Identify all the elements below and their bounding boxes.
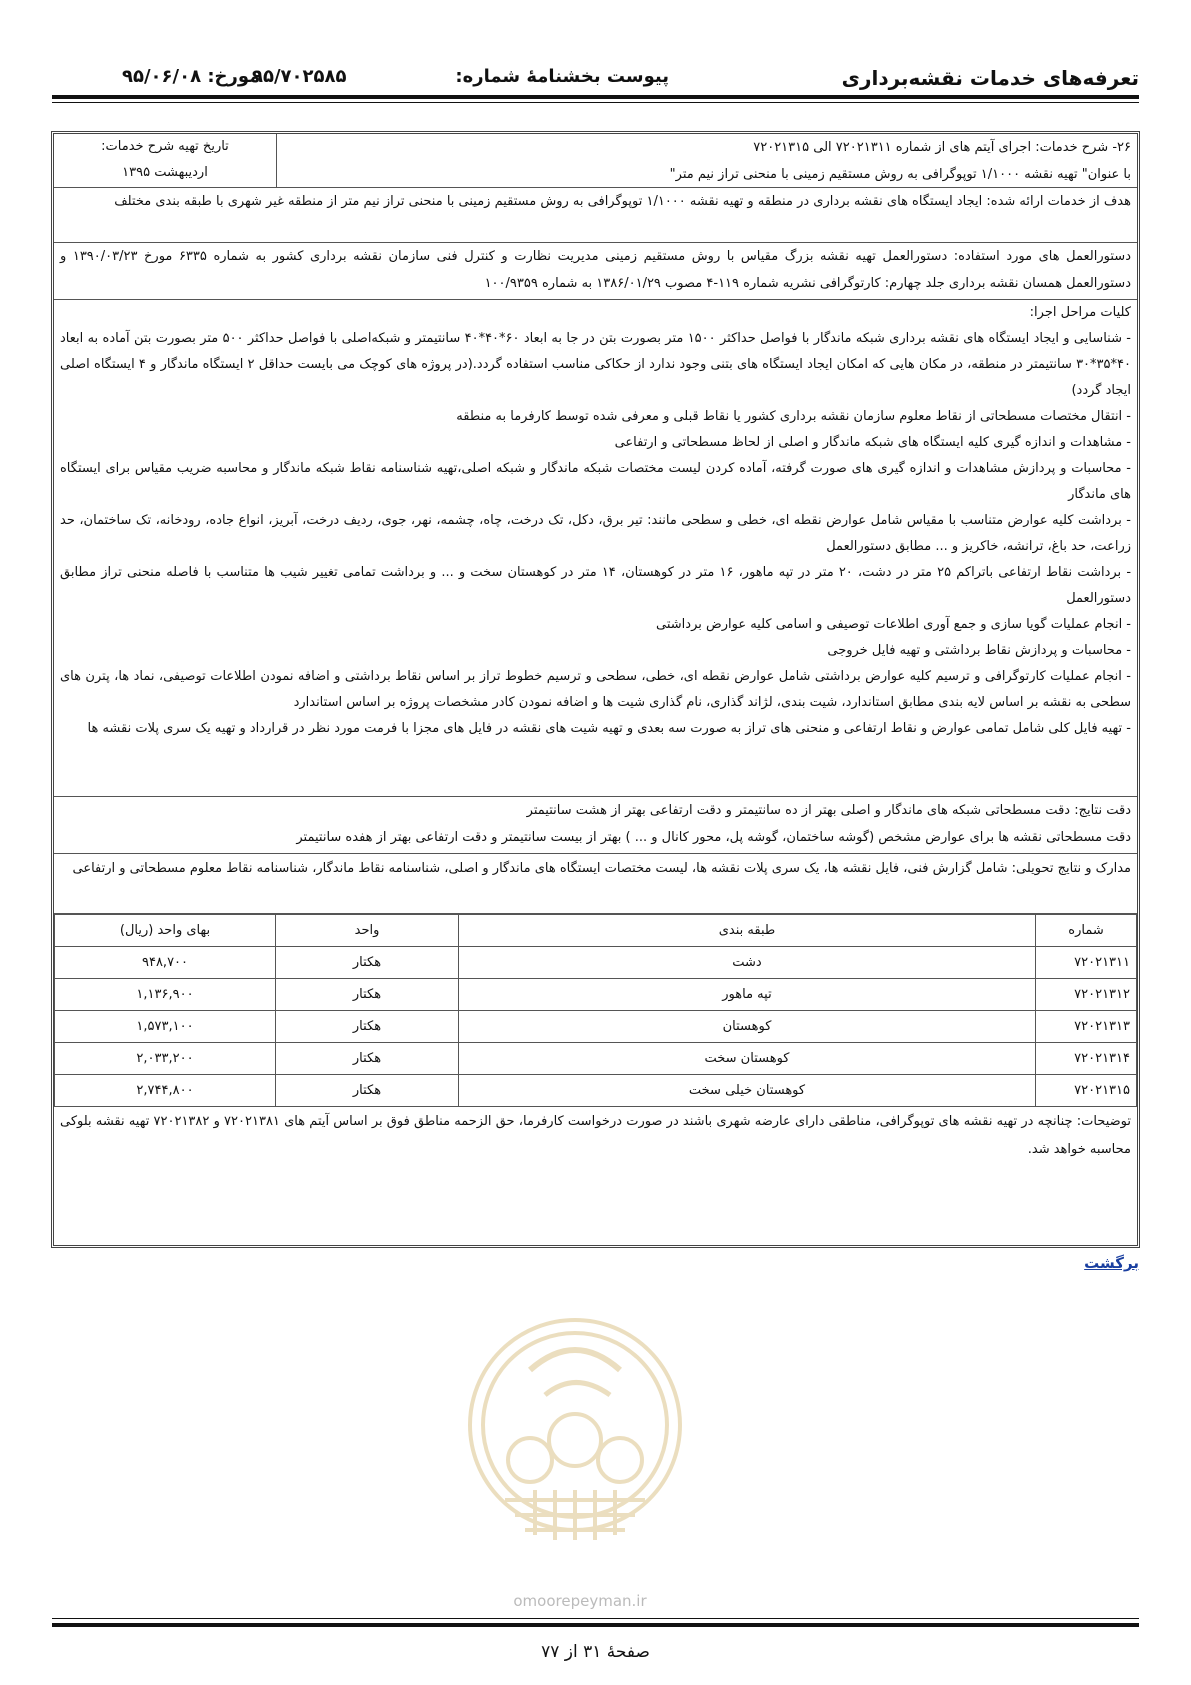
goal-row: [54, 188, 1137, 243]
col-header-unit: واحد: [276, 915, 459, 947]
notes-row: [54, 1106, 1137, 1245]
step-item: - مشاهدات و اندازه گیری کلیه ایستگاه های شبکه ماندگار و اصلی از لحاظ مسطحاتی و ارتفاعی: [614, 435, 1131, 450]
item-classification: کوهستان: [459, 1011, 1036, 1043]
item-classification: تپه ماهور: [459, 979, 1036, 1011]
step-item: - محاسبات و پردازش مشاهدات و اندازه گیری های صورت گرفته، آماده کردن لیست مختصات شبکه ماندگار و شبکه اصلی،تهیه شناسنامه نقاط شبکه ماندگار و محاسبه ضریب مقیاس برای ایستگاه های ماندگار: [60, 461, 1131, 502]
item-unit: هکتار: [276, 1011, 459, 1043]
table-row: [55, 947, 1137, 979]
website-watermark: omoorepeyman.ir: [513, 1592, 647, 1610]
accuracy-line: دقت مسطحاتی نقشه ها برای عوارض مشخص (گوشه ساختمان، گوشه پل، محور کانال و ... ) بهتر از بیست سانتیمتر و دقت ارتفاعی بهتر از هفده سانتیمتر: [296, 830, 1131, 845]
item-unit: هکتار: [276, 1075, 459, 1107]
item-price: ۹۴۸,۷۰۰: [55, 947, 276, 979]
step-item: - انجام عملیات کارتوگرافی و ترسیم کلیه عوارض برداشتی شامل عوارض نقطه ای، خطی، سطحی و ترسیم خطوط تراز بر اساس نقاط برداشتی و اضافه نمودن اطلاعات توصیفی، نماد ها، پترن های سطحی به نقشه بر اساس لایه بندی مطابق استاندارد، شیت بندی، لژاند گذاری، نام گذاری شیت ها و اضافه نمودن کادر مشخصات پروژه بر اساس استاندارد: [60, 669, 1131, 710]
document-title: تعرفه‌های خدمات نقشه‌برداری: [841, 66, 1139, 90]
step-item: - شناسایی و ایجاد ایستگاه های نقشه برداری شبکه ماندگار با فواصل حداکثر ۱۵۰۰ متر بصورت بتن در جا به ابعاد ۶۰*۴۰*۴۰ سانتیمتر و شبکه‌اصلی با فواصل حداکثر ۵۰۰ متر بصورت بتن آماده به ابعاد ۴۰*۳۵*۳۰ سانتیمتر در منطقه، در مکان هایی که امکان ایجاد ایستگاه های بتنی وجود ندارد از حکاکی مناسب استفاده گردد.(در پروژه های کوچک می بایست حداقل ۲ ایستگاه ماندگار و ۴ ایستگاه اصلی ایجاد گردد): [60, 331, 1132, 398]
step-item: - محاسبات و پردازش نقاط برداشتی و تهیه فایل خروجی: [827, 643, 1131, 658]
item-number: ۷۲۰۲۱۳۱۵: [1036, 1075, 1137, 1107]
circular-ref-label: پیوست بخشنامهٔ شماره:: [455, 66, 669, 87]
item-number: ۷۲۰۲۱۳۱۴: [1036, 1043, 1137, 1075]
service-title-cell: [276, 134, 1137, 187]
page-number: صفحهٔ ۳۱ از ۷۷: [541, 1642, 650, 1662]
steps-row: [54, 300, 1137, 797]
tariff-header-row: [55, 915, 1137, 947]
service-title-line2: با عنوان" تهیه نقشه ۱/۱۰۰۰ توپوگرافی به روش مستقیم زمینی با منحنی تراز نیم متر": [669, 167, 1131, 182]
deliverables-row: [54, 854, 1137, 914]
item-classification: کوهستان سخت: [459, 1043, 1036, 1075]
footer-rule-thick: [52, 1623, 1139, 1627]
service-title-row: [54, 134, 1137, 188]
item-price: ۱,۵۷۳,۱۰۰: [55, 1011, 276, 1043]
header-rule-thick: [52, 95, 1139, 99]
service-title-line1: ۲۶- شرح خدمات: اجرای آیتم های از شماره ۷۲۰۲۱۳۱۱ الی ۷۲۰۲۱۳۱۵: [753, 140, 1131, 155]
header-rule-thin: [52, 102, 1139, 103]
notes-text: توضیحات: چنانچه در تهیه نقشه های توپوگرافی، مناطقی دارای عارضه شهری باشند در صورت درخواست کارفرما، حق الزحمه مناطق فوق بر اساس آیتم های ۷۲۰۲۱۳۸۱ و ۷۲۰۲۱۳۸۲ تهیه نقشه بلوکی محاسبه خواهد شد.: [60, 1114, 1131, 1157]
item-number: ۷۲۰۲۱۳۱۳: [1036, 1011, 1137, 1043]
step-item: - برداشت کلیه عوارض متناسب با مقیاس شامل عوارض نقطه ای، خطی و سطحی مانند: تیر برق، دکل، تک درخت، چاه، چشمه، نهر، جوی، ردیف درخت، آبریز، انواع جاده، رودخانه، تک ساختمان، حد زراعت، حد باغ، ترانشه، خاکریز و ... مطابق دستورالعمل: [60, 513, 1131, 554]
service-description-table: [51, 131, 1140, 1248]
item-number: ۷۲۰۲۱۳۱۱: [1036, 947, 1137, 979]
item-unit: هکتار: [276, 947, 459, 979]
col-header-price: بهای واحد (ریال): [55, 915, 276, 947]
goal-text: هدف از خدمات ارائه شده: ایجاد ایستگاه های نقشه برداری در منطقه و تهیه نقشه ۱/۱۰۰۰ توپوگرافی به روش مستقیم زمینی با منحنی تراز نیم متر از منطقه غیر شهری با طبقه بندی مختلف: [114, 194, 1131, 209]
instructions-row: [54, 243, 1137, 300]
tariff-table: [54, 914, 1137, 1107]
table-row: [55, 1075, 1137, 1107]
item-number: ۷۲۰۲۱۳۱۲: [1036, 979, 1137, 1011]
col-header-number: شماره: [1036, 915, 1137, 947]
service-date-cell: [54, 134, 277, 187]
accuracy-line: دقت نتایج: دقت مسطحاتی شبکه های ماندگار و اصلی بهتر از ده سانتیمتر و دقت ارتفاعی بهتر از هشت سانتیمتر: [526, 803, 1131, 818]
step-item: - تهیه فایل کلی شامل تمامی عوارض و نقاط ارتفاعی و منحنی های تراز به صورت سه بعدی و تهیه شیت های نقشه در فایل های مجزا با فرمت مورد نظر در قرارداد و تهیه یک سری پلات نقشه ها: [87, 721, 1131, 736]
step-item: - انجام عملیات گویا سازی و جمع آوری اطلاعات توصیفی و اسامی کلیه عوارض برداشتی: [656, 617, 1131, 632]
steps-heading: کلیات مراحل اجرا:: [1029, 305, 1131, 320]
service-date-value: اردیبهشت ۱۳۹۵: [122, 165, 208, 180]
item-price: ۱,۱۳۶,۹۰۰: [55, 979, 276, 1011]
item-price: ۲,۷۴۴,۸۰۰: [55, 1075, 276, 1107]
item-price: ۲,۰۳۳,۲۰۰: [55, 1043, 276, 1075]
table-row: [55, 1043, 1137, 1075]
step-item: - برداشت نقاط ارتفاعی باتراکم ۲۵ متر در دشت، ۲۰ متر در تپه ماهور، ۱۶ متر در کوهستان، ۱۴ متر در کوهستان سخت و ... و برداشت تمامی تغییر شیب ها متناسب با فاصله منحنی تراز مطابق دستورالعمل: [60, 565, 1132, 606]
step-item: - انتقال مختصات مسطحاتی از نقاط معلوم سازمان نقشه برداری کشور یا نقاط قبلی و معرفی شده توسط کارفرما به منطقه: [456, 409, 1131, 424]
footer-rule-thin: [52, 1618, 1139, 1619]
item-classification: کوهستان خیلی سخت: [459, 1075, 1036, 1107]
col-header-classification: طبقه بندی: [459, 915, 1036, 947]
company-seal-image: [460, 1300, 690, 1580]
item-unit: هکتار: [276, 979, 459, 1011]
page-header: [52, 58, 1139, 98]
deliverables-text: مدارک و نتایج تحویلی: شامل گزارش فنی، فایل نقشه ها، یک سری پلات نقشه ها، لیست مختصات ایستگاه های ماندگار و اصلی، شناسنامه نقاط ماندگار، شناسنامه نقاط معلوم مسطحاتی و ارتفاعی: [72, 861, 1131, 876]
accuracy-row: [54, 797, 1137, 854]
back-link[interactable]: برگشت: [1084, 1254, 1139, 1272]
service-date-label: تاریخ تهیه شرح خدمات:: [101, 139, 229, 154]
item-classification: دشت: [459, 947, 1036, 979]
circular-date: مورخ: ۹۵/۰۶/۰۸: [122, 66, 261, 87]
table-row: [55, 1011, 1137, 1043]
table-row: [55, 979, 1137, 1011]
circular-number: ۹۵/۷۰۲۵۸۵: [252, 66, 347, 87]
instructions-text: دستورالعمل های مورد استفاده: دستورالعمل تهیه نقشه بزرگ مقیاس با روش مستقیم زمینی مدیریت نظارت و کنترل فنی سازمان نقشه برداری کشور به شماره ۶۳۳۵ مورخ ۱۳۹۰/۰۳/۲۳ و دستورالعمل همسان نقشه برداری جلد چهارم: کارتوگرافی نشریه شماره ۱۱۹-۴ مصوب ۱۳۸۶/۰۱/۲۹ به شماره ۱۰۰/۹۳۵۹: [60, 249, 1131, 291]
item-unit: هکتار: [276, 1043, 459, 1075]
